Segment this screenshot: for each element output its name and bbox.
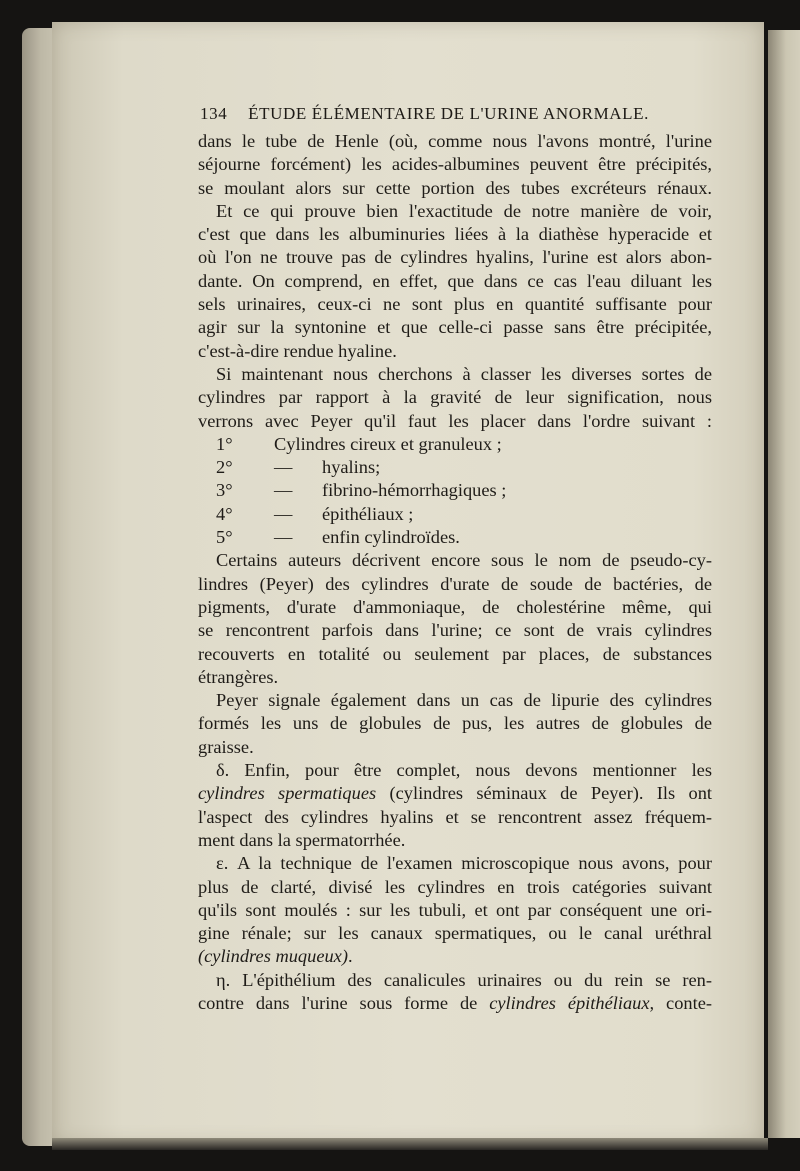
- list-text: épithéliaux ;: [322, 503, 414, 524]
- text-line: recouverts en totalité ou seulement par places, de substances: [198, 643, 712, 664]
- italic-term: cylindres épithéliaux,: [489, 992, 655, 1013]
- text-span: (cylindres séminaux de Peyer). Ils ont: [376, 783, 712, 804]
- page-bottom-shadow: [52, 1138, 768, 1150]
- text-line: c'est que dans les albuminuries liées à la diathèse hyperacide et: [198, 224, 712, 245]
- text-span: A la technique de l'examen microscopique nous avons, pour: [228, 853, 712, 874]
- running-title: ÉTUDE ÉLÉMENTAIRE DE L'URINE ANORMALE.: [248, 104, 649, 123]
- text-span: contre dans l'urine sous forme de: [198, 992, 490, 1013]
- list-item: [198, 433, 712, 456]
- list-text: enfin cylindroïdes.: [322, 527, 460, 548]
- list-number: 2°: [216, 457, 233, 478]
- text-line: c'est-à-dire rendue hyaline.: [198, 340, 397, 361]
- list-number: 3°: [216, 480, 233, 501]
- text-line: se rencontrent parfois dans l'urine; ce sont de vrais cylindres: [198, 620, 712, 641]
- text-span: Enfin, pour être complet, nous devons mentionner les: [229, 760, 712, 781]
- text-line: gine rénale; sur les canaux spermatiques, ou le canal uréthral: [198, 923, 712, 944]
- list-number: 5°: [216, 527, 233, 548]
- text-line: se moulant alors sur cette portion des tubes excréteurs rénaux.: [198, 177, 712, 198]
- list-text: hyalins;: [322, 457, 381, 478]
- text-span: conte-: [654, 992, 712, 1013]
- text-line: qu'ils sont moulés : sur les tubuli, et ont par conséquent une ori-: [198, 899, 712, 920]
- next-page-edge: [768, 30, 800, 1138]
- running-head: [200, 104, 650, 124]
- text-line: lindres (Peyer) des cylindres d'urate de soude de bactéries, de: [198, 573, 712, 594]
- text-line: Certains auteurs décrivent encore sous le nom de pseudo-cy-: [216, 550, 712, 571]
- text-line: graisse.: [198, 736, 254, 757]
- list-dash: —: [274, 527, 293, 548]
- section-eta-line: [198, 969, 712, 992]
- section-epsilon-line: [198, 852, 712, 875]
- list-dash: —: [274, 503, 293, 524]
- section-delta-line: [198, 782, 712, 805]
- text-line: dante. On comprend, en effet, que dans ce cas l'eau diluant les: [198, 270, 712, 291]
- text-span: L'épithélium des canalicules urinaires ou du rein se ren-: [230, 969, 712, 990]
- section-letter: η.: [216, 969, 231, 990]
- list-text: fibrino-hémorrhagiques ;: [322, 480, 507, 501]
- list-number: 4°: [216, 503, 233, 524]
- section-letter: δ.: [216, 760, 230, 781]
- text-line: cylindres par rapport à la gravité de leur signification, nous: [198, 387, 712, 408]
- text-line: plus de clarté, divisé les cylindres en trois catégories suivant: [198, 876, 712, 897]
- italic-term: cylindres spermatiques: [198, 783, 377, 804]
- list-dash: —: [274, 457, 293, 478]
- section-delta-line: [198, 759, 712, 782]
- text-line: Et ce qui prouve bien l'exactitude de notre manière de voir,: [216, 200, 712, 221]
- text-line: Si maintenant nous cherchons à classer les diverses sortes de: [216, 363, 712, 384]
- text-line: séjourne forcément) les acides-albumines peuvent être précipités,: [198, 154, 712, 175]
- text-line: sels urinaires, ceux-ci ne sont plus en quantité suffisante pour: [198, 294, 712, 315]
- section-eta-line: [198, 992, 712, 1015]
- list-item: [198, 456, 712, 479]
- text-line: ment dans la spermatorrhée.: [198, 829, 406, 850]
- list-dash: —: [274, 480, 293, 501]
- list-item: [198, 526, 712, 549]
- list-text: Cylindres cireux et granuleux ;: [274, 433, 502, 454]
- section-letter: ε.: [216, 853, 229, 874]
- text-line: verrons avec Peyer qu'il faut les placer dans l'ordre suivant :: [198, 410, 712, 431]
- list-item: [198, 479, 712, 502]
- text-line: étrangères.: [198, 666, 279, 687]
- list-item: [198, 503, 712, 526]
- text-line: formés les uns de globules de pus, les autres de globules de: [198, 713, 712, 734]
- list-number: 1°: [216, 433, 233, 454]
- text-line: agir sur la syntonine et que celle-ci passe sans être précipitée,: [198, 317, 712, 338]
- text-line: l'aspect des cylindres hyalins et se rencontrent assez fréquem-: [198, 806, 712, 827]
- body-text: [198, 130, 712, 1015]
- text-line: dans le tube de Henle (où, comme nous l'avons montré, l'urine: [198, 131, 712, 151]
- page-number: 134: [200, 104, 228, 123]
- text-line: où l'on ne trouve pas de cylindres hyalins, l'urine est alors abon-: [198, 247, 712, 268]
- text-span: .: [347, 946, 353, 967]
- text-line: Peyer signale également dans un cas de lipurie des cylindres: [216, 690, 712, 711]
- section-epsilon-line: [198, 945, 712, 968]
- italic-term: (cylindres muqueux): [198, 946, 348, 967]
- text-line: pigments, d'urate d'ammoniaque, de cholestérine même, qui: [198, 596, 712, 617]
